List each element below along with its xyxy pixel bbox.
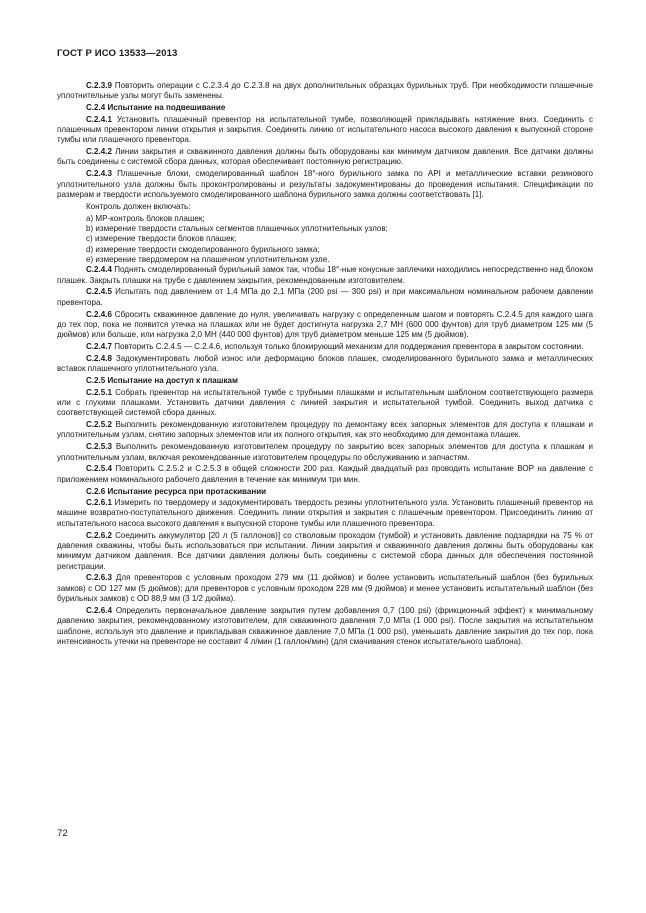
paragraph (57, 464, 593, 485)
paragraph-text: Контроль должен включать: (86, 201, 191, 211)
paragraph (57, 115, 593, 146)
clause-number: С.2.3.9 (86, 81, 112, 90)
clause-number: С.2.5.3 (86, 442, 112, 452)
paragraph (57, 202, 593, 212)
page-number: 72 (57, 828, 68, 839)
clause-number: С.2.4.8 (86, 353, 112, 363)
paragraph-text: Соединить аккумулятор [20 л (5 галлонов)] со стволовым проходом (тумбой) и установить давление подзарядки на 75 % от давления скважины, чтобы быть использоваться при испытании. Линии закрытия и скважинного давления должны быть оборудованы как минимум датчиком давления. Все датчики давления должны быть соединены с системой сбора данных для обеспечения постоянной регистрации. (57, 530, 593, 571)
clause-number: С.2.5.2 (86, 420, 112, 430)
document-header: ГОСТ Р ИСО 13533—2013 (57, 48, 178, 59)
list-item: а) МР-контроль блоков плашек; (86, 213, 205, 223)
paragraph-text: Для превенторов с условным проходом 279 мм (11 дюймов) и более установить испытательный шаблон (без бурильных замков) с OD 127 мм (5 дюймов); для превенторов с условным проходом 228 мм (9 дюймов) и менее установить испытательный шаблон (без бурильных замков) с OD 88,9 мм (3 1/2 дюйма). (57, 573, 593, 604)
paragraph (57, 606, 593, 647)
clause-number: С.2.5.1 (86, 387, 112, 397)
section-heading: С.2.6 Испытание ресурса при протаскивании (86, 486, 267, 496)
paragraph (57, 287, 593, 308)
paragraph (57, 420, 593, 441)
paragraph-text: Повторить операции с С.2.3.4 до С.2.3.8 на двух дополнительных образцах бурильных труб. При необходимости плашечные уплотнительные узлы могут быть заменены. (57, 81, 593, 101)
clause-number: С.2.4.1 (86, 114, 112, 124)
paragraph-text: Поднять смоделированный бурильный замок так, чтобы 18°-ные конусные заплечики находились непосредственно над блоком плашек. Закрыть плашки на трубе с давлением закрытия, рекомендованным изготовителем. (57, 265, 593, 285)
paragraph (57, 531, 593, 572)
paragraph-text: Плашечные блоки, смоделированный шаблон 18°-ного бурильного замка по API и металлические вставки резинового уплотнительного узла должны быть проконтролированы и результаты задокументированы до проведения испытания. Спецификации по размерам и твердости используемого смоделированного шаблона бурильного замка должны соответствовать [1]. (57, 169, 593, 199)
paragraph-text: Собрать превентор на испытательной тумбе с трубными плашками и испытательным шаблоном соответствующего размера или с глухими плашками. Установить датчики давления с линией закрытия и испытательной тумбой. Соединить выход датчика с соответствующей системой сбора данных. (57, 387, 593, 418)
list-item: b) измерение твердости стальных сегментов плашечных уплотнительных узлов; (86, 224, 388, 234)
list-item: d) измерение твердости смоделированного бурильного замка; (86, 244, 320, 254)
paragraph-text: Задокументировать любой износ или деформацию блоков плашек, смоделированного бурильного замка и металлических вставок плашечного уплотнительного узла. (57, 353, 593, 374)
clause-number: С.2.4.4 (86, 265, 112, 275)
paragraph-text: Измерить по твердомеру и задокументировать твердость резины уплотнительного узла. Установить плашечный превентор на машине возвратно-поступательного движения. Соединить линии открытия и закрытия с плашечным превентором. Присоединить линию от испытательного насоса высокого давления к выпускной стороне тумбы или плашечного превентора. (57, 498, 593, 528)
clause-number: С.2.6.1 (86, 498, 112, 508)
paragraph-text: Повторить С.2.5.2 и С.2.5.3 в общей сложности 200 раз. Каждый двадцатый раз проводить испытание ВОР на давление с приложением номинального рабочего давления в течение как минимум три мин. (57, 464, 593, 484)
paragraph-text: Испытать под давлением от 1,4 МПа до 2,1 МПа (200 psi — 300 psi) и при максимальном номинальном рабочем давлении превентора. (57, 287, 593, 307)
clause-number: С.2.6.2 (86, 530, 112, 540)
paragraph-text: Выполнить рекомендованную изготовителем процедуру по демонтажу всех запорных элементов для доступа к плашкам и уплотнительным узлам, снятию запорных элементов или их полного открытия, как это необходимо для демонтажа плашек. (57, 420, 593, 440)
paragraph (57, 573, 593, 604)
paragraph (57, 342, 593, 352)
clause-number: С.2.6.3 (86, 573, 112, 583)
list-item: e) измерение твердомером на плашечном уплотнительном узле. (86, 254, 330, 264)
section-heading: С.2.5 Испытание на доступ к плашкам (86, 376, 238, 386)
paragraph (57, 498, 593, 529)
list-item: c) измерение твердости блоков плашек; (86, 234, 237, 244)
paragraph (57, 169, 593, 200)
section-heading: С.2.4 Испытание на подвешивание (86, 103, 226, 113)
paragraph (57, 388, 593, 419)
paragraph (57, 265, 593, 286)
clause-number: С.2.4.7 (86, 342, 112, 352)
paragraph-text: Выполнить рекомендованную изготовителем процедуру по закрытию всех запорных элементов для доступа к плашкам и уплотнительным узлам, включая рекомендованные изготовителем процедуры по обслуживанию и запчастям. (57, 442, 593, 462)
paragraph (57, 310, 593, 341)
paragraph-text: Сбросить скважинное давление до нуля, увеличивать нагрузку с определенным шагом и повторять С.2.4.5 для каждого шага до тех пор, пока не появится утечка на плашках или не будет достигнута нагрузка 2,7 МН (600 000 фунтов) для труб диаметром 125 мм (5 дюймов) или больше, или нагрузка 2,0 МН (440 000 фунтов) для труб диаметром меньше 125 мм (5 дюймов). (57, 309, 593, 340)
clause-number: С.2.4.3 (86, 169, 112, 179)
paragraph (57, 81, 593, 102)
clause-number: С.2.4.5 (86, 287, 112, 297)
clause-number: С.2.6.4 (86, 605, 112, 615)
paragraph (57, 442, 593, 463)
clause-number: С.2.4.6 (86, 309, 112, 319)
paragraph (57, 147, 593, 168)
paragraph-text: Линии закрытия и скважинного давления должны быть оборудованы как минимум датчиком давления. Все датчики должны быть соединены с системой сбора данных, которая обеспечивает постоянную регистрацию. (57, 147, 593, 167)
document-body (57, 81, 593, 649)
clause-number: С.2.5.4 (86, 464, 112, 474)
clause-number: С.2.4.2 (86, 147, 112, 157)
paragraph-text: Повторить С.2.4.5 — С.2.4.6, используя только блокирующий механизм для поддержания превентора в закрытом состоянии. (114, 342, 584, 352)
paragraph-text: Установить плашечный превентор на испытательной тумбе, позволяющей прикладывать натяжение вниз. Соединить с плашечным превентором линии открытия и закрытия. Соединить линию от испытательного насоса высокого давления к выпускной стороне тумбы или плашечного превентора. (57, 114, 593, 145)
paragraph (57, 354, 593, 375)
paragraph-text: Определить первоначальное давление закрытия путем добавления 0,7 (100 psi) (фрикционный эффект) к минимальному давлению закрытия, рекомендованному изготовителем, для скважинного давления 7,0 МПа (1 000 psi). После закрытия на испытательном шаблоне, используя это давление и прикладывая скважинное давление 7,0 МПа (1 000 psi), уменьшать давление закрытия до тех пор, пока интенсивность утечки на превенторе не составит 4 л/мин (1 галлон/мин) (для смачивания стенок испытательного шаблона). (57, 605, 593, 646)
